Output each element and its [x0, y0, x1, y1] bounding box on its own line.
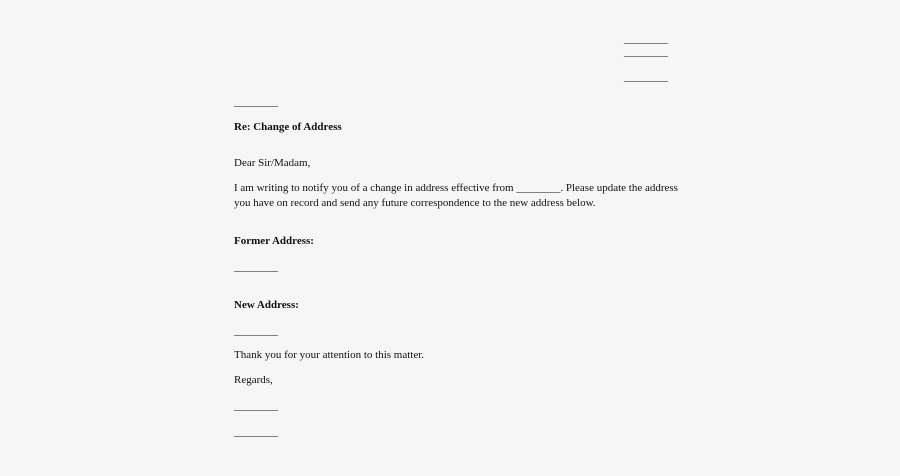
signature-line-2: ________ — [234, 426, 278, 438]
sender-line-2: ________ — [624, 46, 668, 58]
former-address-label: Former Address: — [234, 235, 314, 247]
salutation: Dear Sir/Madam, — [234, 157, 311, 169]
closing-text: Thank you for your attention to this matter. — [234, 349, 425, 361]
sender-line-1: ________ — [624, 33, 668, 45]
former-address-value: ________ — [234, 261, 278, 273]
body-line-2: you have on record and send any future correspondence to the new address below. — [234, 197, 596, 209]
subject-line: Re: Change of Address — [234, 121, 342, 133]
recipient-line-1: ________ — [234, 96, 278, 108]
sign-off: Regards, — [234, 374, 273, 386]
new-address-label: New Address: — [234, 299, 299, 311]
body-line-1: I am writing to notify you of a change in address effective from ________. Please update the address — [234, 182, 678, 194]
new-address-value: ________ — [234, 325, 278, 337]
signature-line-1: ________ — [234, 400, 278, 412]
body-paragraph — [234, 181, 678, 211]
sender-line-3: ________ — [624, 71, 668, 83]
